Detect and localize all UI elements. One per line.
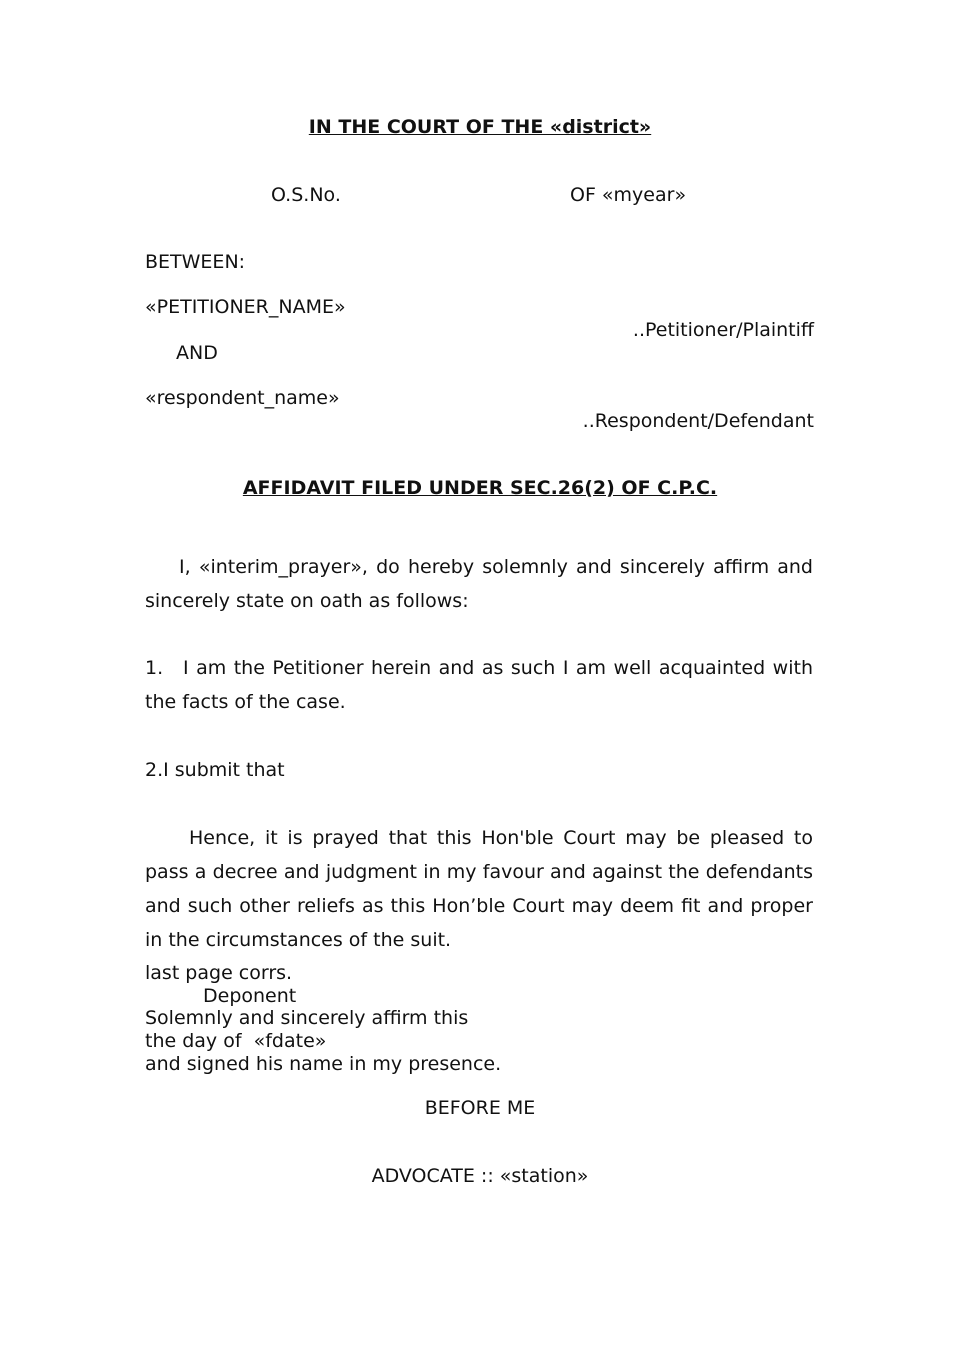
petitioner-name: «PETITIONER_NAME» <box>145 296 346 318</box>
deponent-label: Deponent <box>203 984 297 1007</box>
respondent-name: «respondent_name» <box>145 387 340 409</box>
day-line: the day of «fdate» <box>145 1030 327 1053</box>
between-label: BETWEEN: <box>145 251 246 273</box>
intro-paragraph: I, «interim_prayer», do hereby solemnly and sincerely affirm and sincerely state on oath as follows: <box>145 556 813 612</box>
respondent-role: ..Respondent/Defendant <box>582 410 814 432</box>
closing-block <box>145 962 501 1076</box>
paragraph-1-number: 1. <box>145 657 164 679</box>
petitioner-role: ..Petitioner/Plaintiff <box>632 319 814 341</box>
paragraph-2: 2.I submit that <box>145 759 285 781</box>
paragraph-1-text: I am the Petitioner herein and as such I am well acquainted with the facts of the case. <box>145 657 813 713</box>
court-title: IN THE COURT OF THE «district» <box>308 116 652 138</box>
and-label: AND <box>176 342 218 364</box>
case-year: OF «myear» <box>570 184 687 206</box>
before-me: BEFORE ME <box>424 1097 536 1119</box>
prayer-paragraph: Hence, it is prayed that this Hon'ble Court may be pleased to pass a decree and judgment in my favour and against the defendants and such other reliefs as this Hon’ble Court may deem fit and proper in the circumstances of the suit. <box>145 827 813 951</box>
affidavit-title: AFFIDAVIT FILED UNDER SEC.26(2) OF C.P.C. <box>242 477 718 499</box>
signed-line: and signed his name in my presence. <box>145 1052 502 1075</box>
paragraph-1 <box>145 651 813 719</box>
advocate-line: ADVOCATE :: «station» <box>371 1165 589 1187</box>
last-page-note: last page corrs. <box>145 962 293 984</box>
case-number-label: O.S.No. <box>271 184 341 206</box>
affirm-line: Solemnly and sincerely affirm this <box>145 1007 469 1030</box>
